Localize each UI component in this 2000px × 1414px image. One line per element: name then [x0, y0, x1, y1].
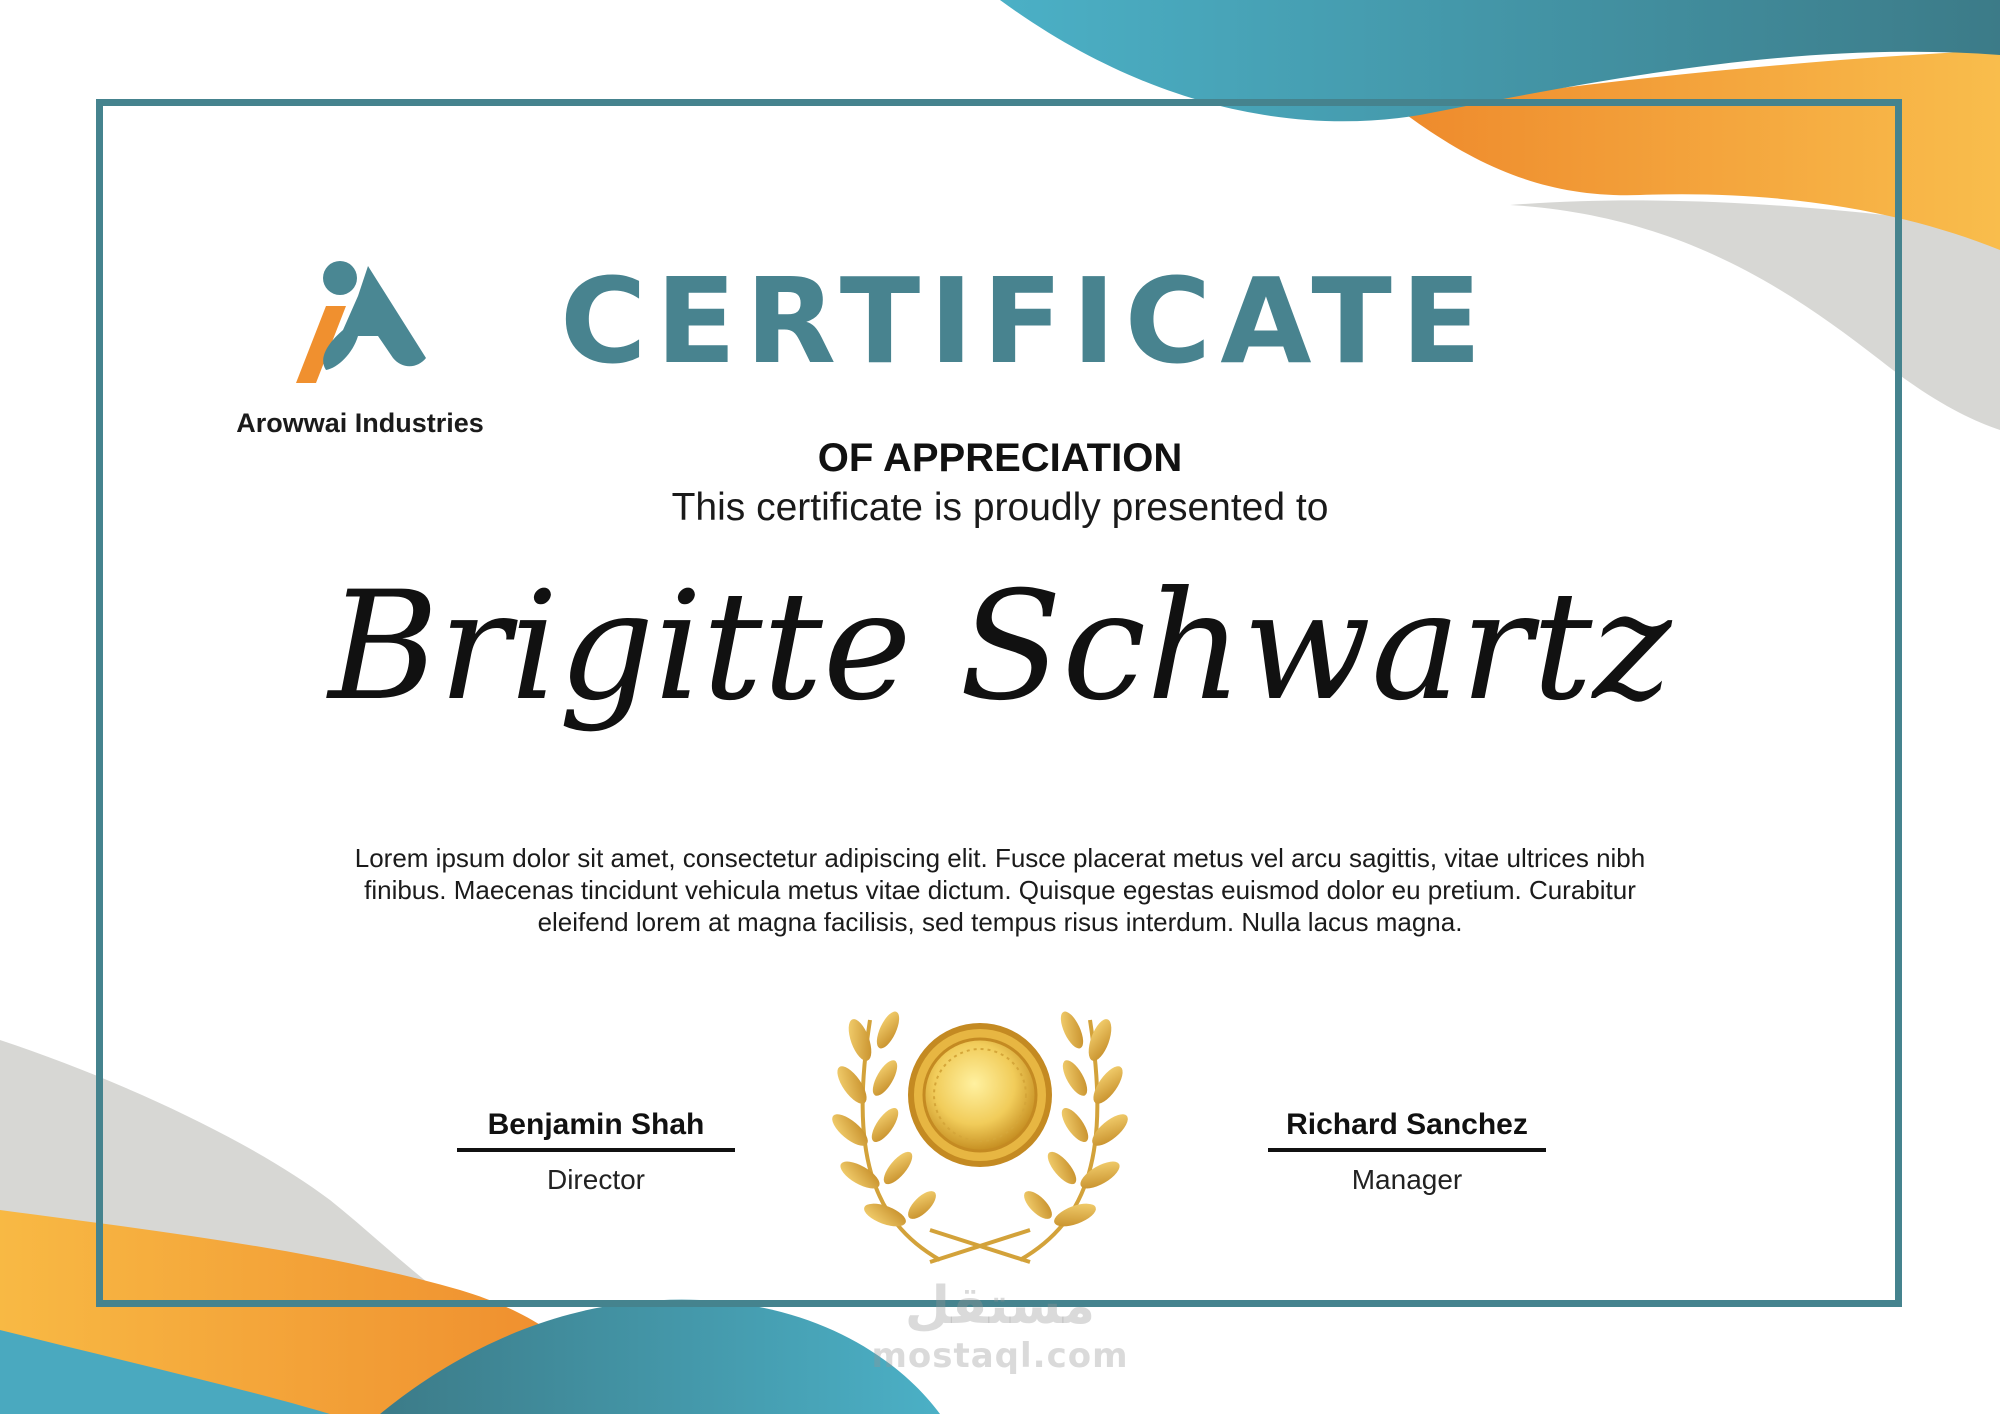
company-name: Arowwai Industries — [236, 408, 484, 438]
mostaql-watermark — [860, 1276, 1140, 1376]
certificate-subtitle: OF APPRECIATION — [817, 436, 1183, 480]
signer-role: Manager — [1351, 1164, 1463, 1195]
certificate-title: CERTIFICATE — [560, 252, 1491, 390]
signature-block-manager — [1262, 1108, 1552, 1196]
signer-name: Benjamin Shah — [457, 1108, 735, 1152]
presented-to-text: This certificate is proudly presented to — [671, 486, 1329, 529]
recipient-name: Brigitte Schwartz — [328, 560, 1672, 734]
watermark-arabic: مستقل — [904, 1276, 1096, 1336]
watermark-latin: mostaql.com — [871, 1336, 1129, 1376]
certificate-body: Lorem ipsum dolor sit amet, consectetur adipiscing elit. Fusce placerat metus vel arcu sagittis, vitae ultrices nibh finibus. Maecenas tincidunt vehicula metus vitae dictum. Quisque egestas euismod dolor eu pretium. Curabitur eleifend lorem at magna facilisis, sed tempus risus interdum. Nulla lacus magna. — [354, 843, 1646, 937]
arowwai-logo-icon — [258, 258, 428, 388]
signer-name: Richard Sanchez — [1268, 1108, 1546, 1152]
signer-role: Director — [546, 1164, 645, 1195]
gold-laurel-seal-icon — [830, 1000, 1130, 1270]
signature-block-director — [451, 1108, 741, 1196]
